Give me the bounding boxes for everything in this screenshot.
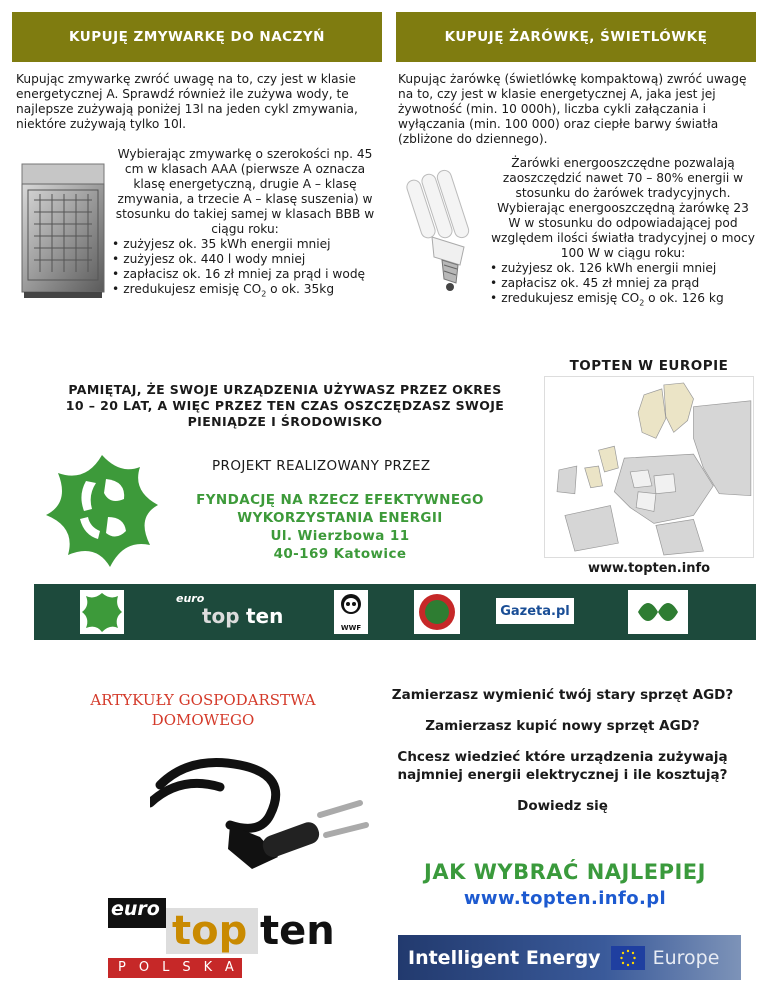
foundation-name-1: FYNDACJĘ NA RZECZ EFEKTYWNEGO — [196, 492, 484, 508]
logo-euro: euro — [108, 898, 166, 928]
question-1: Zamierzasz wymienić twój stary sprzęt AGD? — [391, 687, 734, 703]
bulb-choose: Wybierając energooszczędną żarówkę 23 W w stosunku do odpowiadającej pod względem ilości światła tradycyjnej o mocy 100 W w ciągu roku: — [491, 201, 755, 260]
question-3: Chcesz wiedzieć które urządzenia zużywają najmniej energii elektrycznej i ile kosztują? — [397, 749, 728, 783]
fewe-small-logo — [80, 590, 124, 634]
question-4: Dowiedz się — [517, 798, 608, 814]
logo-top: top — [166, 908, 258, 954]
dishwasher-class-paragraph: Wybierając zmywarkę o szerokości np. 45 cm w klasach AAA (pierwsze A oznacza klasę energetyczną, drugie A – klasę zmywania, a trzecie A – klasę suszenia) w stosunku do takiej samej w klasach BBB w ciągu roku: — [115, 147, 375, 236]
panda-icon — [334, 590, 368, 620]
dishwasher-class-text — [112, 147, 378, 301]
eurotopten-polska-logo — [108, 898, 335, 982]
question-2: Zamierzasz kupić nowy sprzęt AGD? — [425, 718, 700, 734]
dishwasher-header — [12, 12, 382, 62]
logo-ten: ten — [260, 908, 335, 954]
remember-notice: PAMIĘTAJ, ŻE SWOJE URZĄDZENIA UŻYWASZ PRZEZ OKRES 10 – 20 LAT, A WIĘC PRZEZ TEN CZAS OSZCZĘDZASZ SWOJE PIENIĄDZE I ŚRODOWISKO — [65, 382, 505, 429]
how-choose-title: JAK WYBRAĆ NAJLEPIEJ — [424, 860, 706, 884]
bulb-header-text: KUPUJĘ ŻARÓWKĘ, ŚWIETLÓWKĘ — [444, 29, 708, 45]
europe-map — [544, 376, 754, 558]
project-line: PROJEKT REALIZOWANY PRZEZ — [212, 458, 431, 474]
list-item: • zredukujesz emisję $CO_2$ o ok. 35kg — [112, 282, 378, 301]
ie-text: Intelligent Energy — [408, 946, 601, 969]
dishwasher-image — [14, 160, 110, 300]
partner-bar — [34, 584, 756, 640]
list-item: • zredukujesz emisję $CO_2$ o ok. 126 kg — [490, 291, 756, 310]
europe-url[interactable]: www.topten.info — [587, 561, 711, 576]
dishwasher-intro: Kupując zmywarkę zwróć uwagę na to, czy jest w klasie energetycznej A. Sprawdź również ile zużywa wody, te najlepsze zużywają poniżej 13l na jeden cykl zmywania, niektóre zużywają tylko 10l. — [16, 72, 358, 131]
bulb-details — [490, 156, 756, 310]
wwf-logo: WWF — [334, 590, 368, 634]
eu-flag-icon — [611, 946, 645, 970]
leaf-logo — [628, 590, 688, 634]
intelligent-energy-banner — [398, 935, 741, 980]
foundation-street: Ul. Wierzbowa 11 — [270, 528, 410, 544]
list-item: • zapłacisz ok. 45 zł mniej za prąd — [490, 276, 756, 291]
foundation-city: 40-169 Katowice — [273, 546, 407, 562]
list-item: • zapłacisz ok. 16 zł mniej za prąd i wodę — [112, 267, 378, 282]
fewe-logo — [40, 455, 165, 573]
bulb-header — [396, 12, 756, 62]
household-title-line1: ARTYKUŁY GOSPODARSTWA — [90, 691, 316, 709]
eurotopten-partner-logo: euro top ten — [172, 590, 296, 634]
foundation-name-2: WYKORZYSTANIA ENERGII — [237, 510, 443, 526]
dishwasher-bullets — [112, 237, 378, 301]
europe-title: TOPTEN W EUROPIE — [569, 358, 729, 374]
seal-logo — [414, 590, 460, 634]
bulb-intro: Kupując żarówkę (świetlówkę kompaktową) zwróć uwagę na to, czy jest w klasie energetycznej A, jaka jest jej żywotność (min. 10 000h), liczba cykli załączania i wyłączania (min. 100 000) oraz ciepłe barwy światła (zbliżone do dziennego). — [398, 72, 747, 146]
logo-polska: POLSKA — [108, 958, 242, 978]
plug-image — [150, 745, 380, 870]
bulb-savings: Żarówki energooszczędne pozwalają zaoszczędzić nawet 70 – 80% energii w stosunku do żarówek tradycyjnych. — [502, 156, 744, 200]
topten-pl-link[interactable]: www.topten.info.pl — [463, 888, 667, 909]
gazeta-logo: Gazeta.pl — [496, 598, 574, 624]
dishwasher-header-text: KUPUJĘ ZMYWARKĘ DO NACZYŃ — [69, 29, 325, 45]
foundation-address — [175, 491, 505, 563]
list-item: • zużyjesz ok. 440 l wody mniej — [112, 252, 378, 267]
questions-block — [385, 686, 740, 828]
household-title — [58, 690, 348, 730]
ie-europe-text: Europe — [652, 946, 720, 969]
household-title-line2: DOMOWEGO — [151, 711, 255, 729]
bulb-image — [404, 165, 484, 295]
list-item: • zużyjesz ok. 35 kWh energii mniej — [112, 237, 378, 252]
bulb-bullets — [490, 261, 756, 310]
list-item: • zużyjesz ok. 126 kWh energii mniej — [490, 261, 756, 276]
